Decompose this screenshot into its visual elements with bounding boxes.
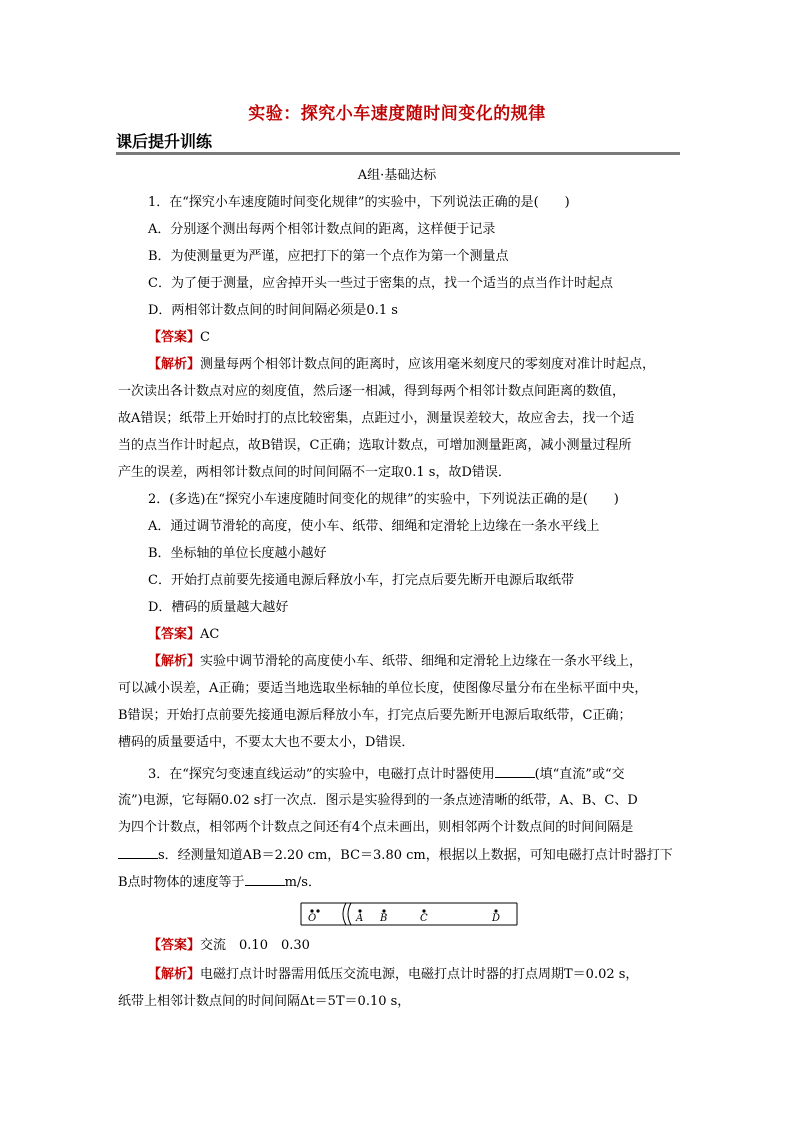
q2-answer (148, 626, 219, 644)
q2-analysis-line: 槽码的质量要适中，不要太大也不要太小，D错误． (118, 735, 415, 750)
tape-break-mark-right (348, 903, 351, 925)
q1-option-d: D．两相邻计数点间的时间间隔必须是0.1 s (148, 303, 398, 318)
section-divider (116, 152, 680, 155)
page-title: 实验：探究小车速度随时间变化的规律 (248, 104, 546, 124)
tape-dot (316, 909, 319, 912)
analysis-tag: 【解析】 (148, 654, 201, 669)
q3-answer (148, 937, 310, 955)
q2-option-c: C．开始打点前要先接通电源后释放小车，打完点后要先断开电源后取纸带 (148, 573, 574, 588)
answer-blank (118, 846, 158, 859)
q3-text: m/s． (284, 875, 321, 890)
q2-option-d: D．槽码的质量越大越好 (148, 600, 289, 615)
q2-analysis-line: 可以减小误差，A正确；要适当地选取坐标轴的单位长度，使图像尽量分布在坐标平面中央， (118, 681, 648, 696)
q3-text: (填“直流”或“交 (534, 767, 625, 782)
group-heading: A组·基础达标 (357, 168, 437, 183)
q1-option-b: B．为使测量更为严谨，应把打下的第一个点作为第一个测量点 (148, 249, 509, 264)
answer-value: C (200, 330, 210, 345)
answer-tag: 【答案】 (148, 330, 201, 345)
analysis-tag: 【解析】 (148, 967, 201, 982)
tape-label-a: A (356, 913, 364, 924)
analysis-text: 电磁打点计时器需用低压交流电源，电磁打点计时器的打点周期T＝0.02 s， (200, 967, 639, 982)
answer-blank (495, 765, 535, 778)
q1-analysis-line: 产生的误差，两相邻计数点间的时间间隔不一定取0.1 s，故D错误． (118, 465, 511, 480)
q3-text: B点时物体的速度等于 (118, 875, 245, 890)
q3-text: 3．在“探究匀变速直线运动”的实验中，电磁打点计时器使用 (148, 767, 495, 782)
q3-text: s．经测量知道AB＝2.20 cm，BC＝3.80 cm，根据以上数据，可知电磁打点计时器打下 (158, 848, 673, 863)
q3-analysis-line: 纸带上相邻计数点间的时间间隔Δt＝5T＝0.10 s， (118, 994, 411, 1009)
q2-analysis-line (148, 653, 642, 671)
answer-value: 交流 0.10 0.30 (200, 938, 310, 953)
tape-break-mark-left (343, 903, 346, 925)
q1-analysis-line (148, 356, 655, 374)
q3-analysis-line (148, 966, 638, 984)
tape-label-d: D (492, 913, 501, 924)
q1-analysis-line: 一次读出各计数点对应的刻度值，然后逐一相减，得到每两个相邻计数点间距离的数值， (118, 384, 626, 399)
q1-stem: 1．在“探究小车速度随时间变化规律”的实验中，下列说法正确的是( ) (148, 195, 570, 210)
paper-tape-svg (300, 902, 518, 926)
q3-stem-line: 为四个计数点，相邻两个计数点之间还有4个点未画出，则相邻两个计数点间的时间间隔是 (118, 820, 634, 835)
q3-stem-line (118, 873, 321, 892)
q2-analysis-line: B错误；开始打点前要先接通电源后释放小车，打完点后要先断开电源后取纸带，C正确； (118, 708, 632, 723)
tape-label-c: C (420, 913, 428, 924)
analysis-tag: 【解析】 (148, 357, 201, 372)
tape-label-o: O (308, 913, 317, 924)
q1-option-c: C．为了便于测量，应舍掉开头一些过于密集的点，找一个适当的点当作计时起点 (148, 276, 613, 291)
answer-value: AC (200, 627, 220, 642)
answer-tag: 【答案】 (148, 627, 201, 642)
q1-answer (148, 329, 210, 347)
q2-stem: 2．(多选)在“探究小车速度随时间变化的规律”的实验中，下列说法正确的是( ) (148, 492, 619, 507)
section-heading: 课后提升训练 (116, 132, 213, 151)
tape-label-b: B (380, 913, 388, 924)
q3-stem-line (118, 846, 673, 865)
q1-option-a: A．分别逐个测出每两个相邻计数点间的距离，这样便于记录 (148, 222, 496, 237)
q1-analysis-line: 当的点当作计时起点，故B错误，C正确；选取计数点，可增加测量距离，减小测量过程所 (118, 438, 632, 453)
analysis-text: 测量每两个相邻计数点间的距离时，应该用毫米刻度尺的零刻度对准计时起点， (200, 357, 656, 372)
q2-option-b: B．坐标轴的单位长度越小越好 (148, 546, 327, 561)
answer-tag: 【答案】 (148, 938, 201, 953)
paper-tape-figure (300, 902, 518, 926)
q1-analysis-line: 故A错误；纸带上开始时打的点比较密集，点距过小，测量误差较大，故应舍去，找一个适 (118, 411, 635, 426)
answer-blank (245, 873, 285, 886)
q2-option-a: A．通过调节滑轮的高度，使小车、纸带、细绳和定滑轮上边缘在一条水平线上 (148, 519, 600, 534)
q3-stem-line (148, 765, 625, 784)
analysis-text: 实验中调节滑轮的高度使小车、纸带、细绳和定滑轮上边缘在一条水平线上， (200, 654, 643, 669)
q3-stem-line: 流”)电源，它每隔0.02 s打一次点．图示是实验得到的一条点迹清晰的纸带，A、B、C、D (118, 793, 638, 808)
